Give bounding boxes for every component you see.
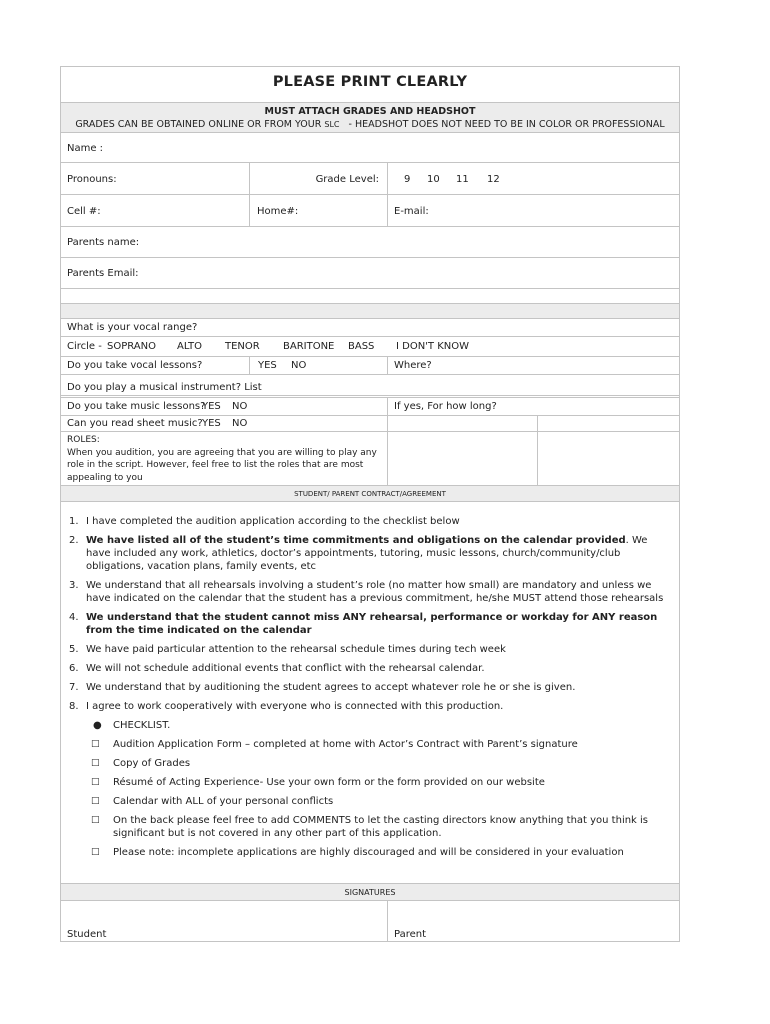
page-title: PLEASE PRINT CLEARLY	[272, 74, 468, 90]
where-cell	[387, 357, 679, 374]
instrument-row	[61, 375, 679, 396]
pronouns-label: Pronouns:	[67, 174, 117, 185]
checkbox-icon[interactable]: □	[91, 847, 100, 857]
parent-signature-label[interactable]: Parent	[394, 929, 427, 940]
checkbox-icon[interactable]: □	[91, 739, 100, 749]
checklist-item-text: Audition Application Form – completed at home with Actor’s Contract with Parent’s signature	[113, 739, 578, 750]
contract-heading-row	[61, 486, 679, 502]
grade-options	[387, 163, 679, 194]
contract-item-1	[69, 515, 674, 528]
sheet-music-no[interactable]: NO	[232, 418, 248, 429]
checklist-item-text: Calendar with ALL of your personal conflicts	[113, 796, 334, 807]
phone-row	[61, 195, 679, 227]
item-text: We understand that all rehearsals involving a student’s role (no matter how small) are mandatory and unless we have indicated on the calendar that the student has a previous commitment, he/she MUST attend those rehearsals	[86, 580, 664, 604]
contract-item-2	[69, 534, 674, 573]
grade-level-label: Grade Level:	[315, 174, 379, 185]
vocal-lessons-no[interactable]: NO	[291, 360, 307, 371]
vocal-range-row	[61, 319, 679, 337]
grades-note-b: - HEADSHOT DOES NOT NEED TO BE IN COLOR OR PROFESSIONAL	[348, 119, 665, 130]
how-long-label: If yes, For how long?	[394, 401, 497, 412]
item-number: 7.	[69, 682, 79, 693]
sheet-music-yes[interactable]: YES	[202, 418, 221, 429]
item-number: 1.	[69, 516, 79, 527]
audition-form	[60, 66, 680, 942]
checklist-item-text: Copy of Grades	[113, 758, 191, 769]
checklist-item	[69, 795, 674, 808]
signatures-heading: SIGNATURES	[344, 888, 396, 897]
item-text: We understand that by auditioning the student agrees to accept whatever role he or she is given.	[86, 682, 576, 693]
checklist-item	[69, 814, 674, 840]
grade-level-cell	[249, 163, 387, 194]
vocal-options-row	[61, 337, 679, 357]
how-long-cell	[387, 398, 679, 415]
spacer-row-shaded	[61, 304, 679, 319]
vocal-range-question: What is your vocal range?	[67, 322, 198, 333]
attach-notice-row	[61, 103, 679, 133]
email-cell	[387, 195, 679, 226]
grade-11[interactable]: 11	[456, 174, 469, 185]
home-cell	[249, 195, 387, 226]
bullet-icon: ●	[93, 720, 102, 731]
contract-item-8	[69, 700, 674, 713]
music-lessons-row	[61, 398, 679, 416]
item-text: We will not schedule additional events that conflict with the rehearsal calendar.	[86, 663, 485, 674]
option-soprano[interactable]: SOPRANO	[107, 341, 156, 352]
checkbox-icon[interactable]: □	[91, 815, 100, 825]
option-dont-know[interactable]: I DON'T KNOW	[396, 341, 470, 352]
vocal-lessons-yes[interactable]: YES	[258, 360, 277, 371]
item-number: 6.	[69, 663, 79, 674]
email-label: E-mail:	[394, 206, 429, 217]
item-number: 4.	[69, 612, 79, 623]
parent-signature-cell	[387, 901, 679, 941]
sheet-music-blank-2	[537, 416, 679, 431]
instrument-question: Do you play a musical instrument? List	[67, 382, 262, 393]
signatures-heading-row	[61, 883, 679, 901]
vocal-lessons-answer	[249, 357, 387, 374]
roles-blank-2	[537, 432, 679, 485]
parents-email-row	[61, 258, 679, 289]
checklist-item	[69, 757, 674, 770]
contract-item-7	[69, 681, 674, 694]
must-attach-notice: MUST ATTACH GRADES AND HEADSHOT	[264, 106, 476, 117]
spacer-row	[61, 289, 679, 304]
cell-label: Cell #:	[67, 206, 101, 217]
contract-item-5	[69, 643, 674, 656]
contract-item-3	[69, 579, 674, 605]
roles-label: ROLES:	[67, 435, 100, 445]
roles-row	[61, 432, 679, 486]
music-lessons-no[interactable]: NO	[232, 401, 248, 412]
contract-heading: STUDENT/ PARENT CONTRACT/AGREEMENT	[294, 490, 446, 498]
grade-10[interactable]: 10	[427, 174, 440, 185]
sheet-music-question: Can you read sheet music?	[67, 418, 203, 429]
music-lessons-yes[interactable]: YES	[202, 401, 221, 412]
where-label: Where?	[394, 360, 432, 371]
checkbox-icon[interactable]: □	[91, 777, 100, 787]
checklist-item-text: Please note: incomplete applications are highly discouraged and will be considered in your evaluation	[113, 847, 624, 858]
home-label: Home#:	[257, 206, 299, 217]
signatures-row	[61, 901, 679, 941]
item-text: I agree to work cooperatively with everyone who is connected with this production.	[86, 701, 504, 712]
grades-note-a: GRADES CAN BE OBTAINED ONLINE OR FROM YOUR	[75, 119, 325, 130]
music-lessons-question: Do you take music lessons?	[67, 401, 206, 412]
grades-note-slc: SLC	[324, 120, 340, 129]
parents-email-label: Parents Email:	[67, 268, 139, 279]
roles-block	[67, 434, 382, 484]
checklist-item	[69, 738, 674, 751]
item-number: 8.	[69, 701, 79, 712]
contract-body	[69, 515, 674, 865]
checklist-title	[69, 719, 674, 732]
student-signature-label[interactable]: Student	[67, 929, 107, 940]
vocal-lessons-question: Do you take vocal lessons?	[67, 360, 203, 371]
checklist-item-text: On the back please feel free to add COMMENTS to let the casting directors know anything that you think is significant but is not covered in any other part of this application.	[113, 815, 649, 839]
name-label: Name :	[67, 143, 104, 154]
item-text: I have completed the audition application according to the checklist below	[86, 516, 460, 527]
title-row	[61, 67, 679, 103]
checkbox-icon[interactable]: □	[91, 758, 100, 768]
parents-name-row	[61, 227, 679, 258]
item-number: 5.	[69, 644, 79, 655]
grade-12[interactable]: 12	[487, 174, 500, 185]
checklist-item-text: Résumé of Acting Experience- Use your own form or the form provided on our website	[113, 777, 545, 788]
checklist-item	[69, 846, 674, 859]
option-bass[interactable]: BASS	[348, 341, 375, 352]
checklist-title-text: CHECKLIST.	[113, 720, 171, 731]
sheet-music-blank-1	[387, 416, 537, 431]
vocal-lessons-row	[61, 357, 679, 375]
parents-name-label: Parents name:	[67, 237, 140, 248]
grade-9[interactable]: 9	[404, 174, 411, 185]
item-text: We have paid particular attention to the rehearsal schedule times during tech week	[86, 644, 506, 655]
name-row	[61, 133, 679, 163]
option-baritone[interactable]: BARITONE	[283, 341, 335, 352]
item-text: . We have included any work, athletics, doctor’s appointments, tutoring, music lessons, church/community/club obligations, vacation plans, family events, etc	[86, 535, 648, 572]
contract-item-4	[69, 611, 674, 637]
pronouns-row	[61, 163, 679, 195]
option-alto[interactable]: ALTO	[177, 341, 203, 352]
item-number: 2.	[69, 535, 79, 546]
item-number: 3.	[69, 580, 79, 591]
checkbox-icon[interactable]: □	[91, 796, 100, 806]
roles-blank-1	[387, 432, 537, 485]
checklist-item	[69, 776, 674, 789]
roles-text: When you audition, you are agreeing that you are willing to play any role in the script. However, feel free to list the roles that are most appealing to you	[67, 447, 377, 483]
item-bold-text: We understand that the student cannot miss ANY rehearsal, performance or workday for ANY reason from the time indicated on the calendar	[86, 612, 658, 636]
contract-item-6	[69, 662, 674, 675]
option-tenor[interactable]: TENOR	[225, 341, 260, 352]
grades-note	[61, 119, 679, 131]
circle-label: Circle -	[67, 341, 102, 352]
sheet-music-row	[61, 416, 679, 432]
item-bold-text: We have listed all of the student’s time commitments and obligations on the calendar provided	[86, 535, 626, 546]
